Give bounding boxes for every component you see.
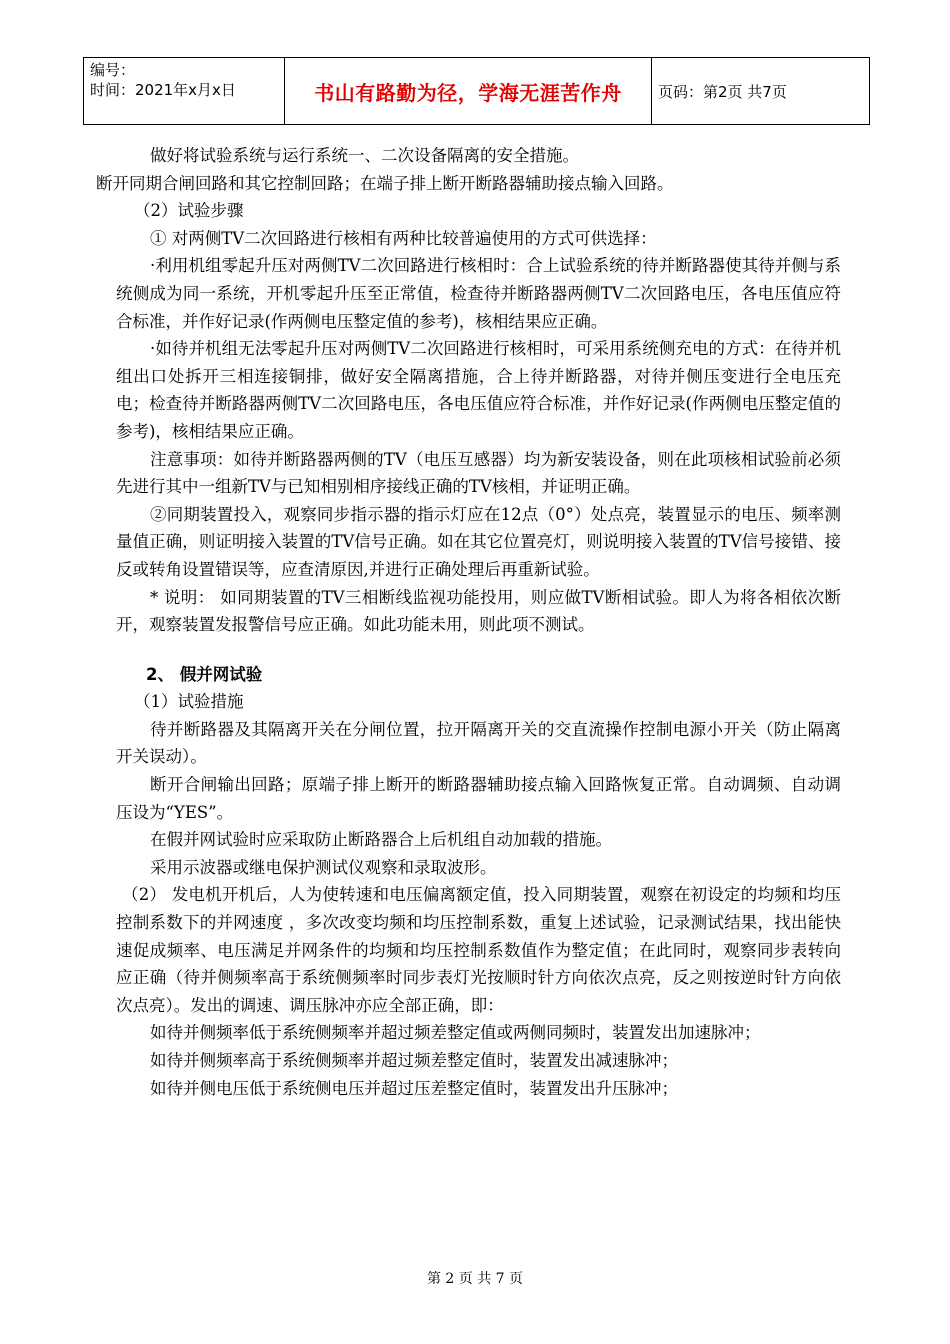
paragraph: 注意事项：如待并断路器两侧的TV（电压互感器）均为新安装设备，则在此项核相试验前必须先进行其中一组新TV与已知相别相序接线正确的TV核相，并证明正确。 <box>116 449 841 497</box>
paragraph: 在假并网试验时应采取防止断路器合上后机组自动加载的措施。 <box>150 830 612 850</box>
page-info: 页码：第2页 共7页 <box>652 58 870 125</box>
paragraph: 做好将试验系统与运行系统一、二次设备隔离的安全措施。 <box>150 146 579 165</box>
paragraph: （2）试验步骤 <box>134 201 244 221</box>
header-table <box>83 57 870 125</box>
paragraph: ②同期装置投入，观察同步指示器的指示灯应在12点（0°）处点亮，装置显示的电压、频率测量值正确，则证明接入装置的TV信号正确。如在其它位置亮灯，则说明接入装置的TV信号接错、接反或转角设置错误等，应查清原因,并进行正确处理后再重新试验。 <box>116 504 841 579</box>
time-label: 时间：2021年x月x日 <box>90 81 236 99</box>
page-footer: 第 2 页 共 7 页 <box>426 1271 524 1287</box>
paragraph: 断开同期合闸回路和其它控制回路；在端子排上断开断路器辅助接点输入回路。 <box>96 173 674 193</box>
paragraph: 待并断路器及其隔离开关在分闸位置，拉开隔离开关的交直流操作控制电源小开关（防止隔离开关误动）。 <box>116 719 841 767</box>
section-heading: 2、 假并网试验 <box>146 664 263 684</box>
motto: 书山有路勤为径，学海无涯苦作舟 <box>285 58 652 125</box>
paragraph: 断开合闸输出回路；原端子排上断开的断路器辅助接点输入回路恢复正常。自动调频、自动调压设为“YES”。 <box>116 775 841 822</box>
number-label: 编号： <box>90 61 136 79</box>
paragraph: 采用示波器或继电保护测试仪观察和录取波形。 <box>150 857 497 877</box>
document-body <box>96 142 841 1102</box>
paragraph: 如待并侧频率低于系统侧频率并超过频差整定值或两侧同频时，装置发出加速脉冲； <box>150 1023 761 1043</box>
header-left-cell <box>84 58 285 125</box>
paragraph: （2） 发电机开机后，人为使转速和电压偏离额定值，投入同期装置，观察在初设定的均频和均压控制系数下的并网速度 ，多次改变均频和均压控制系数，重复上述试验，记录测试结果，找出能快速促成频率、电压满足并网条件的均频和均压控制系数值作为整定值；在此同时，观察同步表转向应正确（待并侧频率高于系统侧频率时同步表灯光按顺时针方向依次点亮，反之则按逆时针方向依次点亮）。发出的调速、调压脉冲亦应全部正确，即： <box>116 885 841 1015</box>
paragraph: * 说明： 如同期装置的TV三相断线监视功能投用，则应做TV断相试验。即人为将各相依次断开，观察装置发报警信号应正确。如此功能未用，则此项不测试。 <box>116 587 841 635</box>
paragraph: ·如待并机组无法零起升压对两侧TV二次回路进行核相时，可采用系统侧充电的方式：在待并机组出口处拆开三相连接铜排，做好安全隔离措施，合上待并断路器，对待并侧压变进行全电压充电；检查待并断路器两侧TV二次回路电压，各电压值应符合标准，并作好记录(作两侧电压整定值的参考)，核相结果应正确。 <box>116 339 841 441</box>
paragraph: 如待并侧频率高于系统侧频率并超过频差整定值时，装置发出减速脉冲； <box>150 1051 678 1070</box>
paragraph: 如待并侧电压低于系统侧电压并超过压差整定值时，装置发出升压脉冲； <box>150 1078 678 1098</box>
paragraph: ·利用机组零起升压对两侧TV二次回路进行核相时：合上试验系统的待并断路器使其待并侧与系统侧成为同一系统，开机零起升压至正常值，检查待并断路器两侧TV二次回路电压，各电压值应符合标准，并作好记录(作两侧电压整定值的参考)，核相结果应正确。 <box>116 256 841 331</box>
paragraph: ① 对两侧TV二次回路进行核相有两种比较普遍使用的方式可供选择： <box>150 228 657 248</box>
paragraph: （1）试验措施 <box>134 692 244 712</box>
